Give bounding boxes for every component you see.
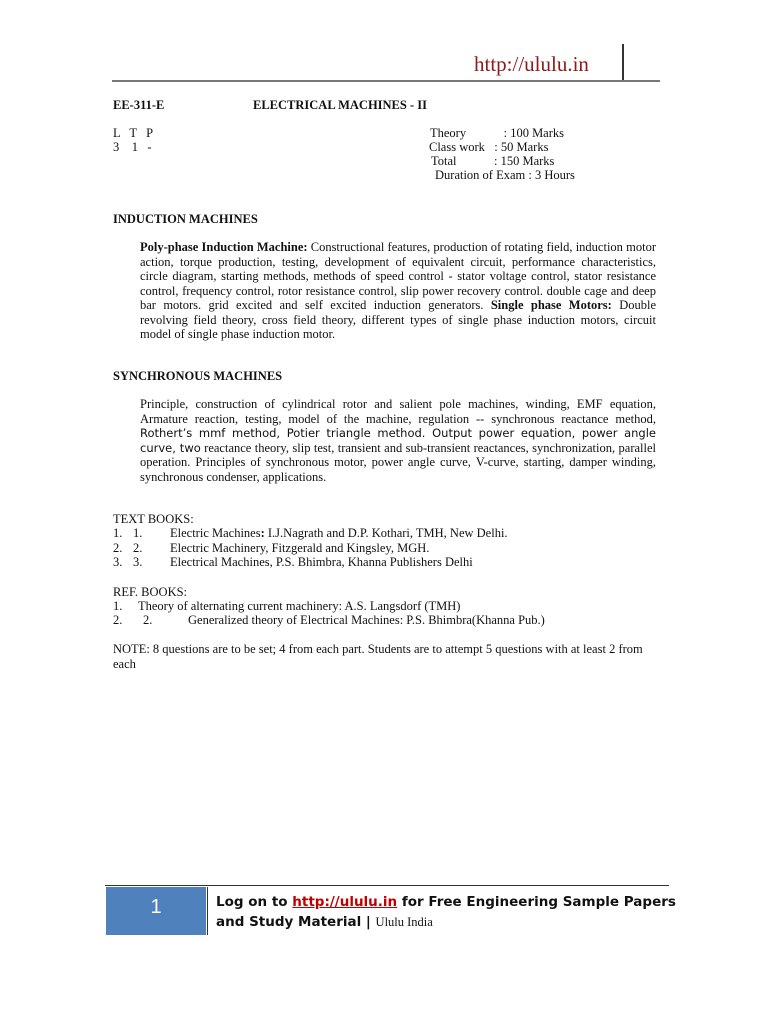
text-book-title: Electrical Machines, P.S. Bhimbra, Khanna Publishers Delhi bbox=[170, 555, 473, 569]
ref-book-subnumber: 2. bbox=[143, 613, 153, 627]
footer-brand: Ululu India bbox=[375, 915, 433, 929]
text-book-number: 3. bbox=[113, 555, 123, 569]
text-book-title-rest: I.J.Nagrath and D.P. Kothari, TMH, New Delhi. bbox=[264, 526, 508, 540]
ref-book-item bbox=[113, 599, 653, 614]
text-book-title: Electric Machinery, Fitzgerald and Kingsley, MGH. bbox=[170, 541, 430, 555]
ref-book-number: 1. bbox=[113, 599, 123, 613]
text-book-subnumber: 3. bbox=[133, 555, 143, 569]
text-book-title-main: Electric Machines bbox=[170, 526, 261, 540]
text-book-title bbox=[170, 526, 508, 541]
marks-classwork: Class work : 50 Marks bbox=[429, 140, 549, 154]
text-book-number: 1. bbox=[113, 526, 123, 540]
ref-book-number: 2. bbox=[113, 613, 123, 627]
ref-books-heading: REF. BOOKS: bbox=[113, 585, 188, 599]
course-title: ELECTRICAL MACHINES - II bbox=[253, 98, 427, 112]
footer-divider bbox=[207, 887, 208, 935]
exam-note: NOTE: 8 questions are to be set; 4 from each part. Students are to attempt 5 questions with at least 2 from each bbox=[113, 642, 643, 671]
marks-total: Total : 150 Marks bbox=[431, 154, 555, 168]
section-heading-induction: INDUCTION MACHINES bbox=[113, 212, 258, 226]
page-number-box bbox=[106, 887, 206, 935]
induction-text-singlephase: Double revolving field theory, cross field theory, different types of single phase induction motors, circuit model of single phase induction motor. bbox=[140, 298, 656, 341]
induction-lead-singlephase: Single phase Motors: bbox=[490, 298, 612, 312]
induction-paragraph bbox=[140, 240, 656, 342]
footer-link[interactable]: http://ululu.in bbox=[292, 894, 398, 910]
induction-text-polyphase: Constructional features, production of rotating field, induction motor action, torque production, testing, development of equivalent circuit, performance characteristics, circle diagram, starting methods, methods of speed control - stator voltage control, stator resistance control, frequency control, rotor resistance control, slip power recovery control. double cage and deep bar motors. grid excited and self excited induction generators. bbox=[140, 240, 656, 312]
footer-prefix: Log on to bbox=[216, 894, 293, 910]
header-site-link[interactable]: http://ululu.in bbox=[474, 52, 589, 76]
page-number: 1 bbox=[150, 896, 162, 918]
ltp-values: 3 1 - bbox=[113, 140, 152, 154]
text-book-item bbox=[113, 541, 653, 556]
text-book-number: 2. bbox=[113, 541, 123, 555]
synchronous-text-a: Principle, construction of cylindrical rotor and salient pole machines, winding, EMF equation, Armature reaction, testing, model of the machine, regulation -- synchronous reactance method, bbox=[140, 397, 656, 426]
marks-duration: Duration of Exam : 3 Hours bbox=[435, 168, 575, 182]
footer-text bbox=[216, 892, 676, 932]
text-book-subnumber: 1. bbox=[133, 526, 143, 540]
ref-book-title: Theory of alternating current machinery: A.S. Langsdorf (TMH) bbox=[138, 599, 461, 613]
section-heading-synchronous: SYNCHRONOUS MACHINES bbox=[113, 369, 283, 383]
marks-theory: Theory : 100 Marks bbox=[430, 126, 565, 140]
header-rule bbox=[112, 80, 660, 82]
synchronous-paragraph bbox=[140, 397, 656, 484]
text-book-item bbox=[113, 555, 653, 570]
synchronous-text-b: Rothert’s mmf method, Potier triangle method. Output power equation, power angle curve, two bbox=[140, 426, 656, 455]
synchronous-text-c: reactance theory, slip test, transient and sub-transient reactances, synchronization, parallel operation. Principles of synchronous motor, power angle curve, V-curve, starting, damper winding, synchronous condenser, applications. bbox=[140, 440, 656, 484]
footer-rule bbox=[105, 885, 669, 886]
text-books-heading: TEXT BOOKS: bbox=[113, 512, 194, 526]
text-book-subnumber: 2. bbox=[133, 541, 143, 555]
ref-book-item bbox=[113, 613, 653, 628]
induction-lead-polyphase: Poly-phase Induction Machine: bbox=[140, 240, 308, 254]
text-book-title-sep: : bbox=[260, 526, 265, 540]
course-code: EE-311-E bbox=[113, 98, 165, 112]
text-book-item bbox=[113, 526, 653, 541]
header-divider bbox=[622, 44, 624, 82]
ltp-label: L T P bbox=[113, 126, 154, 140]
ref-book-title: Generalized theory of Electrical Machines: P.S. Bhimbra(Khanna Pub.) bbox=[188, 613, 545, 627]
footer-suffix: for Free Engineering Sample Papers and Study Material | bbox=[216, 894, 676, 930]
